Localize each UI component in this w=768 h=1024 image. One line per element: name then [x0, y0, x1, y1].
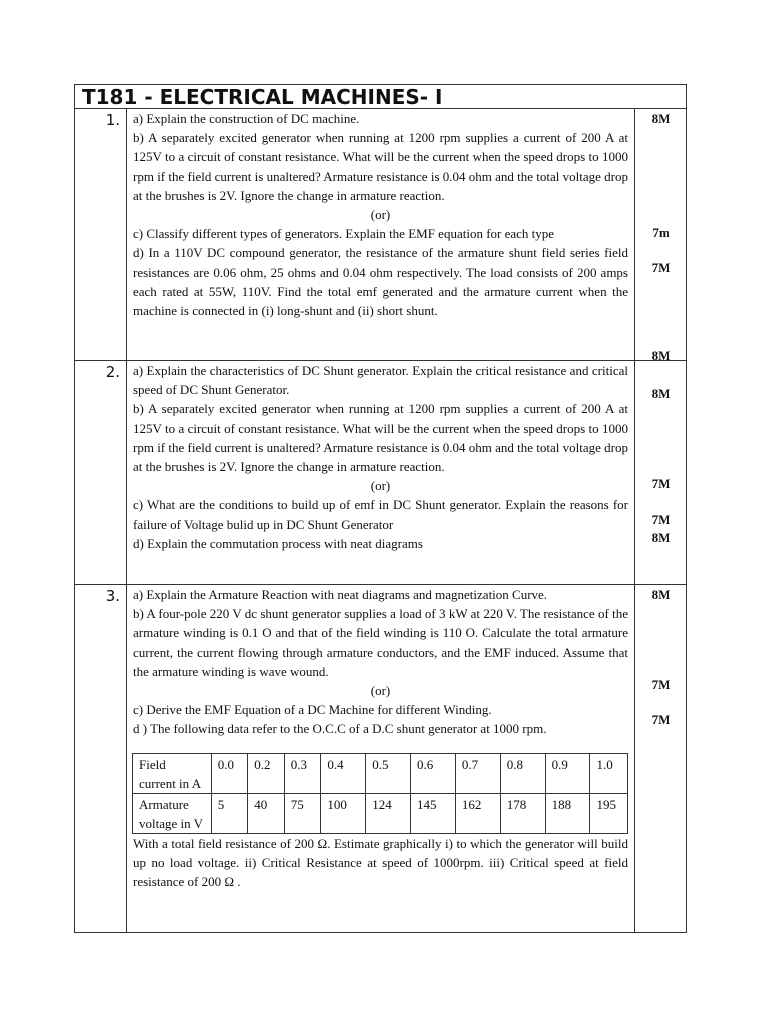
table-row-header: Field current in A — [133, 753, 212, 793]
question-number: 3. — [75, 585, 127, 932]
question-number: 2. — [75, 361, 127, 584]
mark-a: 8M — [651, 386, 671, 401]
mark-a: 8M — [651, 111, 671, 126]
part-d: d) In a 110V DC compound generator, the resistance of the armature shunt field series field resistances are 0.06 ohm, 25 ohms and 0.04 ohm respectively. The load consists of 200 amps each rated at 55W, 110V. Find the total emf generated and the armature current when the machine is connected in (i) long-shunt and (ii) short shunt. — [133, 245, 628, 319]
question-row-2 — [74, 360, 687, 584]
occ-data-table — [132, 753, 628, 834]
marks-column — [635, 109, 686, 363]
part-b: b) A four-pole 220 V dc shunt generator supplies a load of 3 kW at 220 V. The resistance of the armature winding is 0.1 O and that of the field winding is 110 O. Calculate the total armature current, the current flowing through armature conductors, and the EMF induced. Assume that the armature winding is wave wound. — [133, 606, 628, 679]
mark-b: 7M — [651, 476, 671, 491]
table-row — [133, 753, 628, 793]
table-row-header: Armature voltage in V — [133, 793, 212, 833]
question-text — [127, 361, 635, 584]
part-c: c) Classify different types of generators. Explain the EMF equation for each type — [133, 226, 555, 242]
part-a: a) Explain the Armature Reaction with neat diagrams and magnetization Curve. — [133, 587, 548, 602]
mark-c: 7M — [651, 712, 671, 727]
or-separator: (or) — [370, 478, 391, 494]
question-number: 1. — [75, 109, 127, 360]
question-text — [127, 585, 635, 932]
table-cell: 40 — [248, 793, 285, 833]
mark-b: 7m — [652, 225, 670, 240]
table-cell: 0.3 — [284, 753, 321, 793]
table-cell: 0.0 — [211, 753, 248, 793]
question-continuation: With a total field resistance of 200 Ω. Estimate graphically i) to which the generator will build up no load voltage. ii) Critical Resistance at speed of 1000rpm. iii) Critical speed at field resistance of 200 Ω . — [133, 835, 628, 890]
mark-c: 7M — [651, 260, 671, 275]
mark-d: 8M — [651, 530, 671, 545]
question-row-1 — [74, 108, 687, 363]
table-cell: 0.2 — [248, 753, 285, 793]
marks-column — [635, 361, 686, 584]
table-cell: 1.0 — [590, 753, 628, 793]
part-d: d ) The following data refer to the O.C.C of a D.C shunt generator at 1000 rpm. — [133, 721, 547, 737]
table-cell: 0.7 — [455, 753, 500, 793]
table-cell: 5 — [211, 793, 248, 833]
table-cell: 0.8 — [500, 753, 545, 793]
question-paper — [74, 84, 687, 933]
paper-title: T181 - ELECTRICAL MACHINES- I — [74, 84, 687, 108]
table-cell: 75 — [284, 793, 321, 833]
part-a: a) Explain the characteristics of DC Shunt generator. Explain the critical resistance and critical speed of DC Shunt Generator. — [133, 363, 628, 398]
mark-d: 8M — [651, 348, 671, 363]
part-b: b) A separately excited generator when running at 1200 rpm supplies a current of 200 A at 125V to a circuit of constant resistance. What will be the current when the speed drops to 1000 rpm if the field current is unaltered? Armature resistance is 0.04 ohm and the total voltage drop at the brushes is 2V. Ignore the change in armature reaction. — [133, 130, 628, 203]
question-row-3 — [74, 584, 687, 933]
table-cell: 162 — [455, 793, 500, 833]
table-cell: 0.9 — [545, 753, 590, 793]
part-c: c) Derive the EMF Equation of a DC Machine for different Winding. — [133, 702, 492, 718]
part-a: a) Explain the construction of DC machine. — [133, 111, 360, 126]
or-separator: (or) — [370, 683, 391, 699]
table-cell: 178 — [500, 793, 545, 833]
table-cell: 124 — [366, 793, 411, 833]
table-cell: 145 — [411, 793, 456, 833]
part-b: b) A separately excited generator when running at 1200 rpm supplies a current of 200 A at 125V to a circuit of constant resistance. What will be the current when the speed drops to 1000 rpm if the field current is unaltered? Armature resistance is 0.04 ohm and the total voltage drop at the brushes is 2V. Ignore the change in armature reaction. — [133, 401, 628, 475]
part-d: d) Explain the commutation process with neat diagrams — [133, 535, 423, 551]
or-separator: (or) — [370, 207, 391, 223]
table-cell: 0.5 — [366, 753, 411, 793]
table-cell: 100 — [321, 793, 366, 833]
part-c: c) What are the conditions to build up of emf in DC Shunt generator. Explain the reasons for failure of Voltage bulid up in DC Shunt Generator — [133, 497, 628, 532]
table-cell: 0.4 — [321, 753, 366, 793]
table-cell: 188 — [545, 793, 590, 833]
table-cell: 0.6 — [411, 753, 456, 793]
mark-b: 7M — [651, 677, 671, 692]
marks-column — [635, 585, 686, 932]
mark-a: 8M — [651, 587, 671, 602]
question-text — [127, 109, 635, 360]
table-row — [133, 793, 628, 833]
table-cell: 195 — [590, 793, 628, 833]
mark-c: 7M — [651, 512, 671, 527]
